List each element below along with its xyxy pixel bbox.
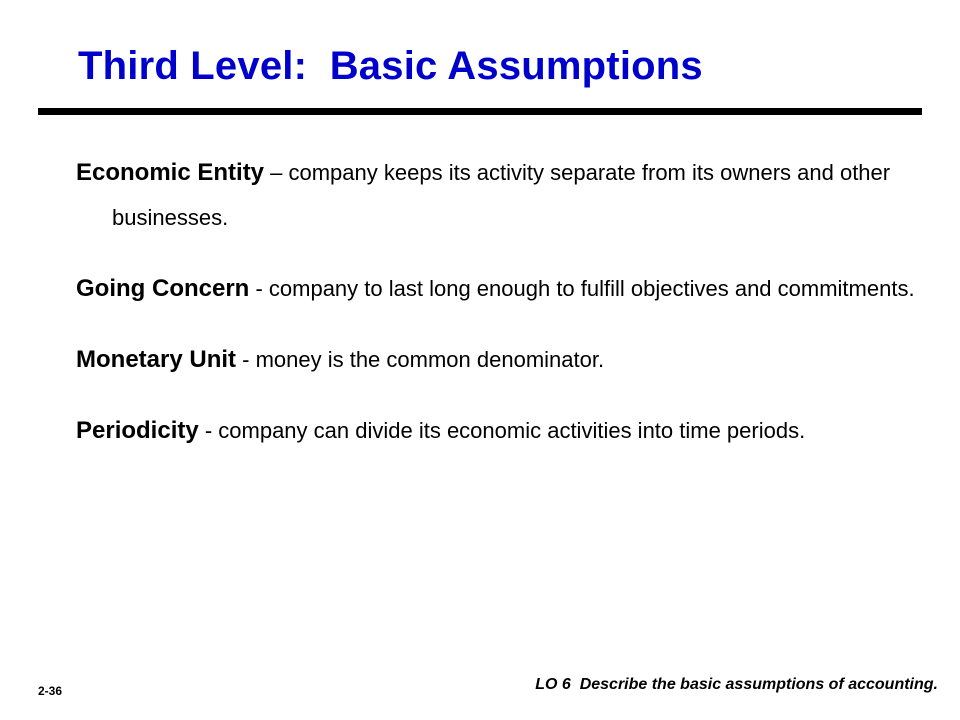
assumption-description: – company keeps its activity separate from its owners and other businesses. [112, 160, 891, 230]
assumption-periodicity [76, 408, 926, 453]
assumption-economic-entity [76, 150, 926, 240]
assumption-term: Periodicity [76, 417, 199, 444]
assumption-term: Monetary Unit [76, 346, 237, 373]
assumption-description: - company can divide its economic activities into time periods. [198, 418, 806, 443]
assumption-term: Going Concern [76, 275, 250, 302]
assumptions-list [76, 150, 926, 479]
assumption-description: - money is the common denominator. [236, 347, 605, 372]
title-divider [38, 108, 922, 115]
assumption-description: - company to last long enough to fulfill objectives and commitments. [249, 276, 915, 301]
learning-objective: LO 6 Describe the basic assumptions of accounting. [535, 676, 938, 693]
slide-title: Third Level: Basic Assumptions [78, 44, 703, 88]
assumption-term: Economic Entity [76, 159, 265, 186]
assumption-monetary-unit [76, 337, 926, 382]
slide-number: 2-36 [38, 684, 63, 698]
assumption-going-concern [76, 266, 926, 311]
